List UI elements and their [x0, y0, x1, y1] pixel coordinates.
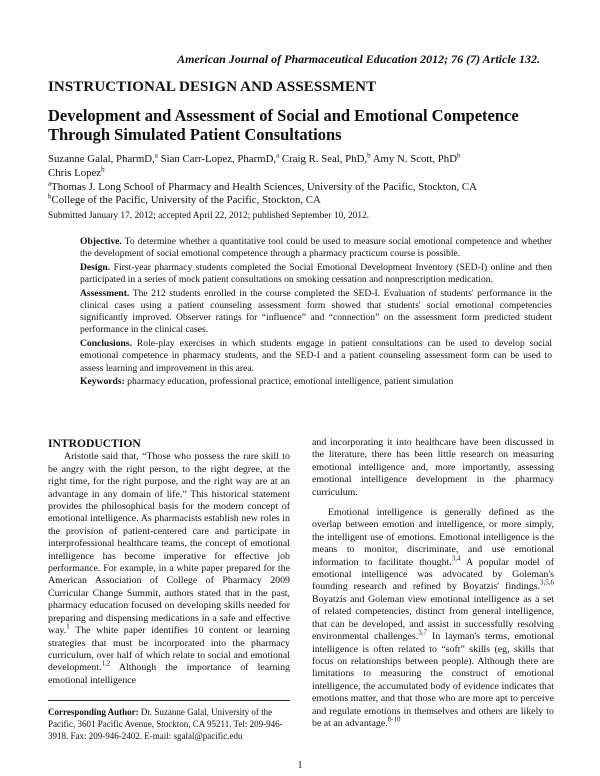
- submission-dates: Submitted January 17, 2012; accepted April 22, 2012; published September 10, 2012.: [48, 211, 370, 221]
- citation: 1: [66, 622, 70, 631]
- author-affil-mark: a: [154, 151, 158, 160]
- label: Conclusions.: [80, 337, 132, 349]
- affil-text: Thomas J. Long School of Pharmacy and Health Sciences, University of the Pacific, Stockton, CA: [51, 181, 477, 193]
- affiliation-a: [48, 181, 558, 194]
- text: Emotional intelligence is generally defined as the overlap between emotion and intelligence, or more simply, the intelligent use of emotions. Emotional intelligence is the means to monitor, discriminate, and use emotional information to facilitate thought.: [312, 507, 554, 568]
- abstract: [80, 236, 552, 390]
- article-title: Development and Assessment of Social and Emotional Competence Through Simulated Patient Consultations: [48, 106, 519, 144]
- author-name: Chris Lopez: [48, 167, 102, 179]
- label: Corresponding Author:: [48, 707, 139, 717]
- page-number: 1: [297, 760, 303, 771]
- abstract-objective: [80, 236, 552, 261]
- label: Keywords:: [80, 376, 125, 388]
- text: Boyatzis and Goleman view emotional intelligence as a set of related competencies, distinct from general intelligence, that can be developed, and assist in successfully resolving environmental challenges.: [312, 593, 554, 643]
- citation: 1,2: [101, 660, 111, 669]
- abstract-design: [80, 262, 552, 287]
- label: Design.: [80, 261, 111, 273]
- journal-header: American Journal of Pharmaceutical Education 2012; 76 (7) Article 132.: [177, 52, 540, 66]
- paragraph: [312, 507, 554, 730]
- text: Aristotle said that, “Those who possess the rare skill to be angry with the right person, to the right degree, at the right time, for the right purpose, and the right way are at an advantage in any domain of life.” This historical statement provides the philosophical basis for the modern concept of emotional intelligence. As pharmacists establish new roles in the provision of patient-centered care and participate in interprofessional healthcare teams, the concept of emotional intelligence has become imperative for effective job performance. For example, in a white paper prepared for the American Association of College of Pharmacy 2009 Curricular Change Summit, authors stated that in the past, pharmacy education focused on developing skills needed for preparing and dispensing medications in a safe and effective way.: [48, 451, 290, 637]
- affil-mark: b: [48, 192, 52, 201]
- left-column: [48, 438, 290, 687]
- author-affil-mark: b: [101, 165, 105, 174]
- text: The 212 students enrolled in the course completed the SED-I. Evaluation of students' performance in the clinical cases using a patient counseling assessment form showed that students' social emotional competencies significantly improved. Observer ratings for “influence” and “connection” on the assessment form predicted student performance in the clinical cases.: [80, 287, 552, 336]
- section-heading: INSTRUCTIONAL DESIGN AND ASSESSMENT: [48, 79, 377, 95]
- text: A popular model of emotional intelligence was advocated by Goleman's founding research and refined by Boyatzis' findings.: [312, 556, 554, 593]
- corresponding-author-footnote: [48, 706, 290, 742]
- footnote-divider: [48, 700, 290, 701]
- text: In layman's terms, emotional intelligence is often related to “soft” skills (eg, skills that focus on relationships between people). Although there are limitations to measuring the construct of emotional intelligence, the accumulated body of evidence indicates that emotions matter, and that those who are more apt to perceive and regulate emotions in themselves and others are likely to be at an advantage.: [312, 631, 554, 729]
- text: Although the importance of learning emotional intelligence: [48, 662, 290, 686]
- affiliation-b: [48, 194, 558, 207]
- author-name: Suzanne Galal, PharmD,: [48, 153, 155, 165]
- text: To determine whether a quantitative tool could be used to measure social emotional competence and whether the development of social emotional competence through a pharmacy practicum course is possible.: [80, 236, 552, 260]
- label: Assessment.: [80, 287, 130, 299]
- citation: 3,7: [418, 628, 427, 637]
- citation: 8-10: [387, 715, 401, 724]
- author-name: Craig R. Seal, PhD,: [281, 153, 368, 165]
- label: Objective.: [80, 236, 122, 247]
- text: The white paper identifies 10 content or learning strategies that must be incorporated into the pharmacy curriculum, over half of which relate to social and emotional development.: [48, 625, 290, 674]
- text: First-year pharmacy students completed the Social Emotional Development Inventory (SED-I) online and then participated in a series of mock patient consultations on smoking cessation and nonprescription medication.: [80, 261, 552, 286]
- paragraph: [48, 451, 290, 687]
- text: pharmacy education, professional practice, emotional intelligence, patient simulation: [127, 376, 454, 388]
- citation: 3,5,6: [540, 579, 554, 588]
- affiliations: [48, 181, 558, 207]
- author-name: Amy N. Scott, PhD: [372, 153, 457, 165]
- abstract-conclusions: [80, 338, 552, 375]
- text: Dr. Suzanne Galal, University of the Pacific, 3601 Pacific Avenue, Stockton, CA 95211. Tel: 209-946-3918. Fax: 209-946-2402. E-mail: sgalal@pacific.edu: [48, 707, 283, 741]
- text: Role-play exercises in which students engage in patient consultations can be used to develop social emotional competence in pharmacy students, and the SED-I and a patient counseling assessment form can be used to assess learning and improvement in this area.: [80, 337, 553, 374]
- introduction-heading: INTRODUCTION: [48, 437, 141, 450]
- citation: 3,4: [451, 554, 461, 563]
- abstract-assessment: [80, 288, 552, 337]
- affil-mark: a: [48, 179, 52, 188]
- author-affil-mark: b: [367, 151, 371, 160]
- paragraph: and incorporating it into healthcare have been discussed in the literature, there has been little research on measuring emotional intelligence and, more importantly, assessing emotional intelligence development in the pharmacy curriculum.: [312, 437, 554, 498]
- author-list: [48, 152, 558, 180]
- affil-text: College of the Pacific, University of the Pacific, Stockton, CA: [51, 194, 321, 206]
- abstract-keywords: [80, 376, 552, 388]
- author-name: Sian Carr-Lopez, PharmD,: [160, 153, 277, 165]
- author-affil-mark: b: [457, 151, 461, 160]
- right-column: [312, 437, 554, 730]
- author-affil-mark: a: [276, 151, 280, 160]
